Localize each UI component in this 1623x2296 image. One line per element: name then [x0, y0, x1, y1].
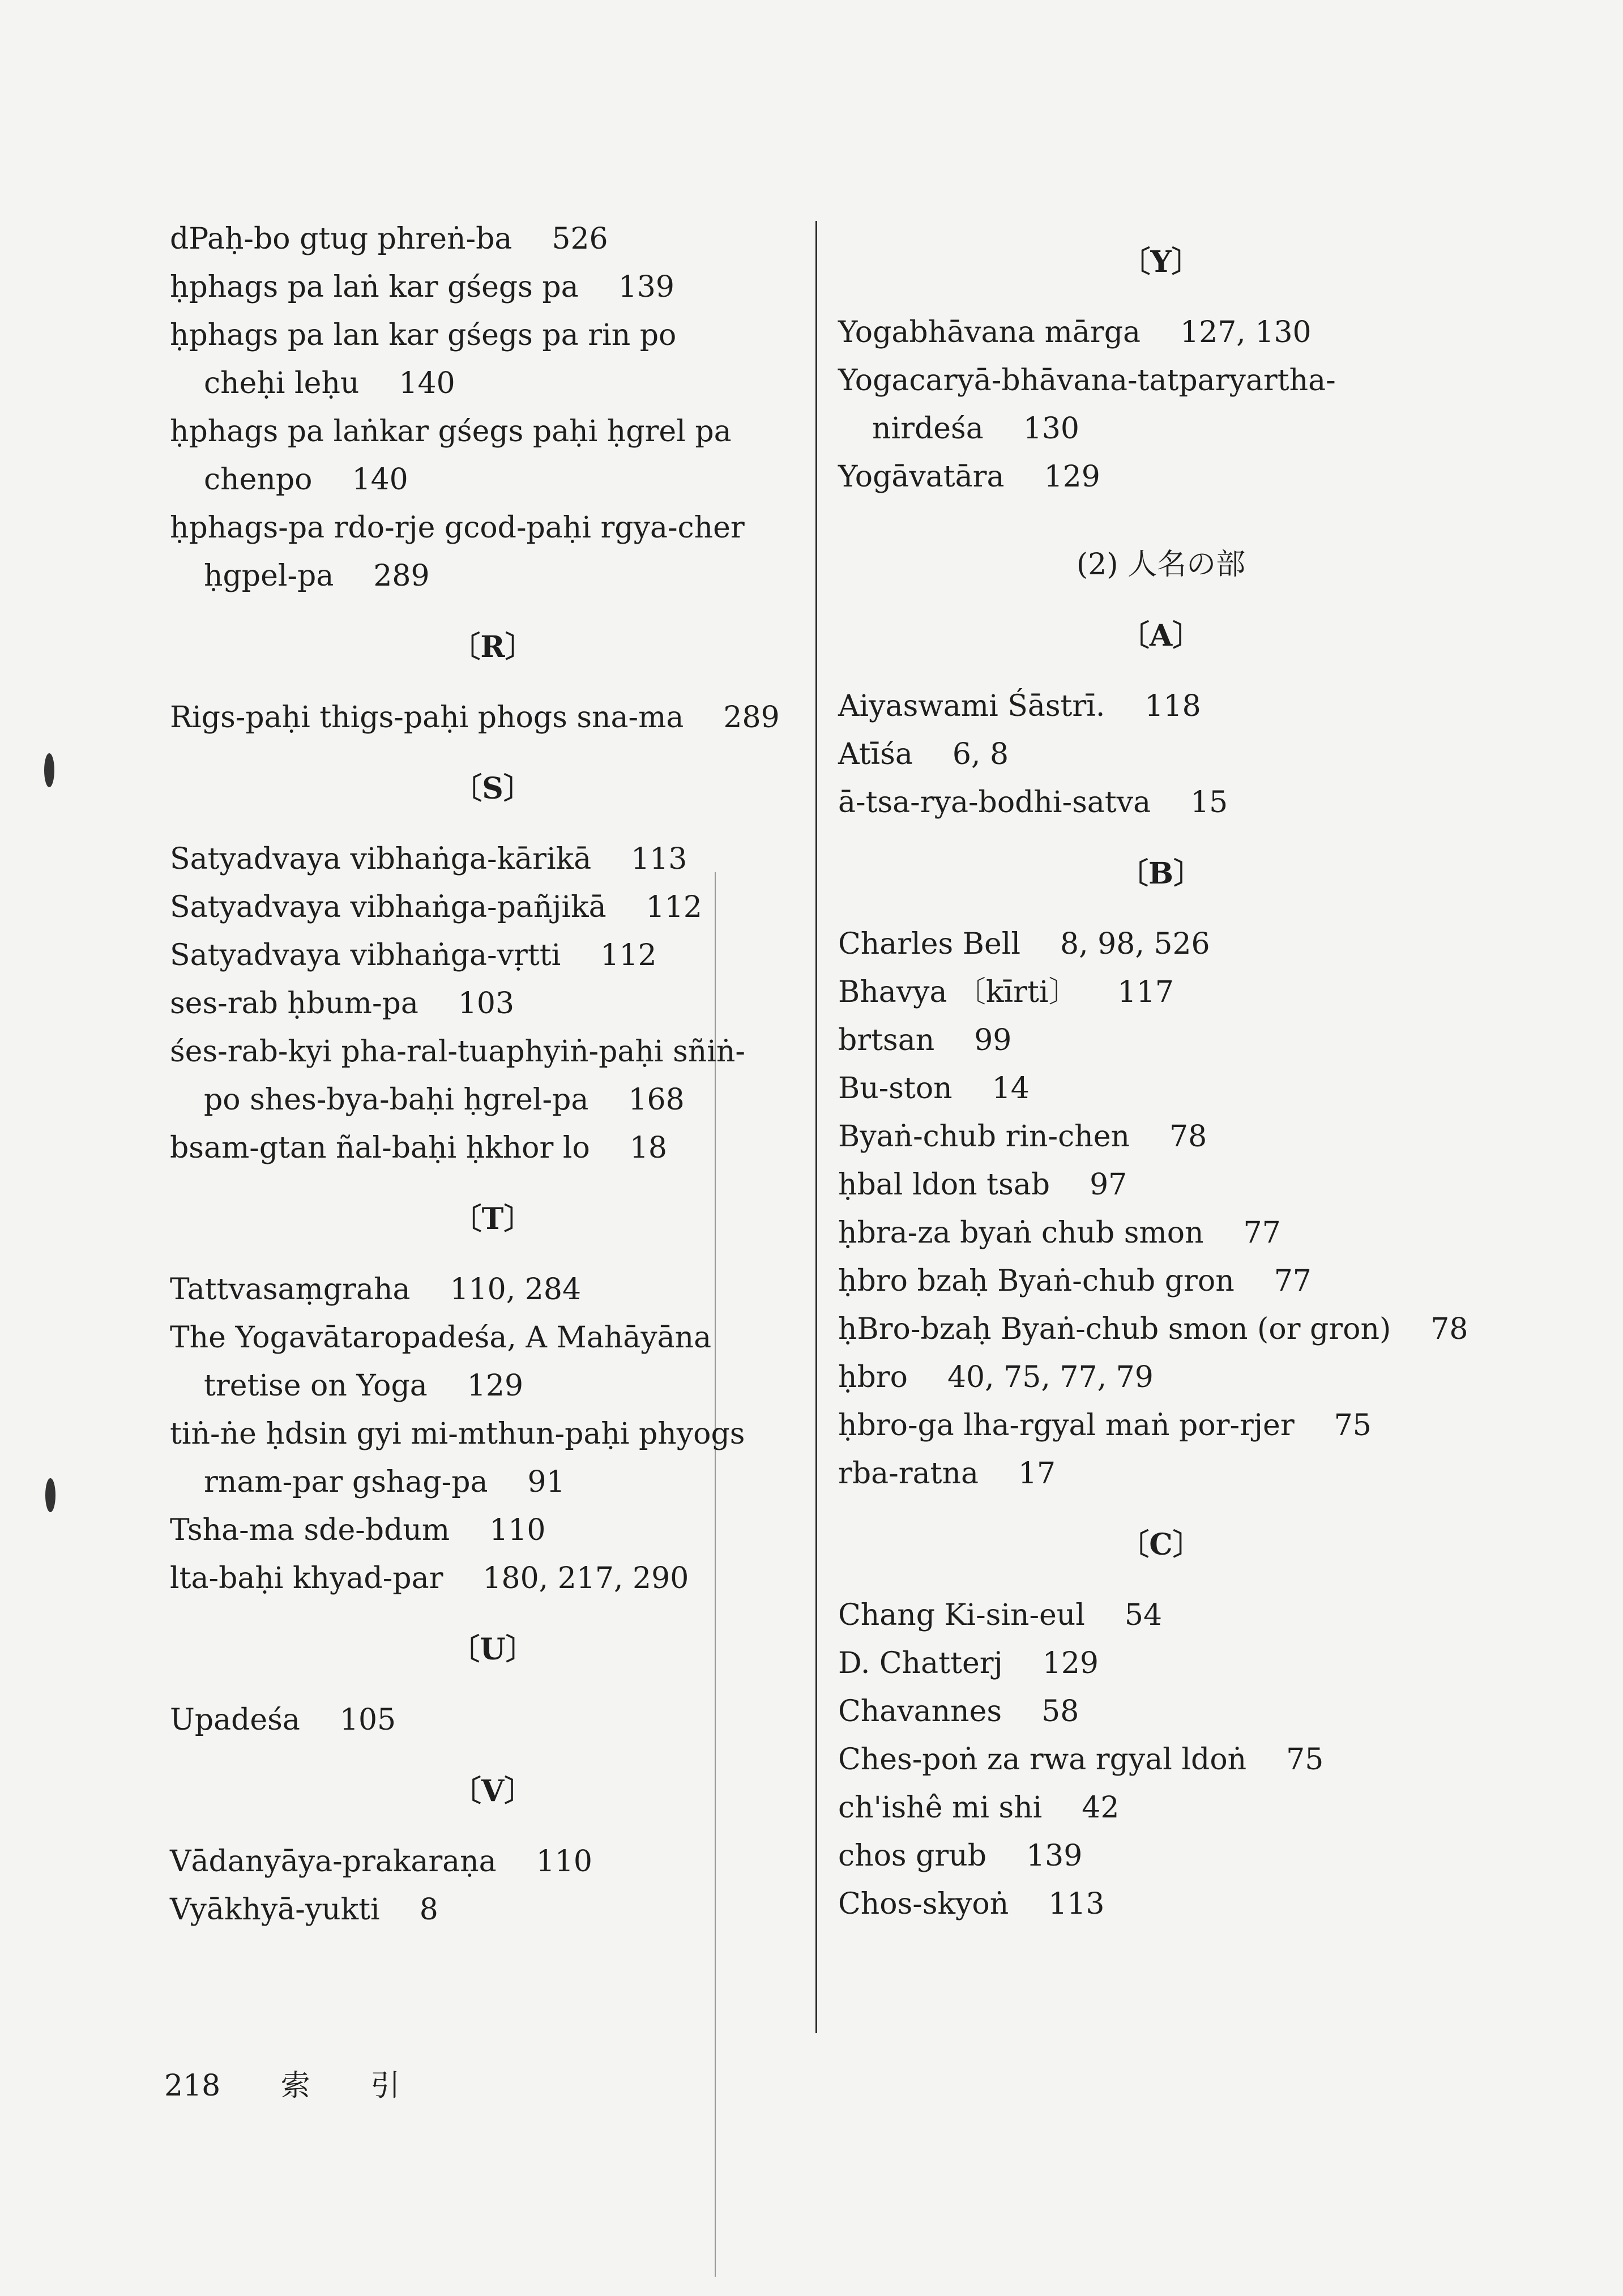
- entry-term: ḥbro-ga lha-rgyal maṅ por-rjer: [838, 1409, 1295, 1443]
- entry-page: 140: [352, 463, 408, 497]
- index-entry: [170, 408, 815, 504]
- entry-term: Yogabhāvana mārga: [838, 315, 1141, 349]
- entry-term: Tattvasaṃgraha: [170, 1273, 411, 1307]
- entry-term: lta-baḥi khyad-par: [170, 1561, 443, 1595]
- entry-page: 99: [974, 1023, 1012, 1057]
- index-entry: [838, 1113, 1484, 1161]
- entry-term: ḥphags-pa rdo-rje gcod-paḥi rgya-cher: [170, 511, 745, 545]
- entry-term: tiṅ-ṅe ḥdsin gyi mi-mthun-paḥi phyogs: [170, 1417, 745, 1451]
- right-column: [838, 215, 1484, 1928]
- entry-page: 42: [1082, 1791, 1120, 1825]
- entry-term: Upadeśa: [170, 1703, 300, 1737]
- index-entry: [170, 1410, 815, 1507]
- entry-page: 8, 98, 526: [1060, 927, 1210, 961]
- entry-continuation-text: chenpo: [204, 463, 313, 497]
- entry-term: Charles Bell: [838, 927, 1021, 961]
- entry-term: The Yogavātaropadeśa, A Mahāyāna: [170, 1321, 712, 1355]
- entry-page: 75: [1334, 1409, 1372, 1443]
- index-entry: [170, 1507, 815, 1555]
- entry-term: Rigs-paḥi thigs-paḥi phogs sna-ma: [170, 701, 684, 735]
- entry-term: Yogāvatāra: [838, 460, 1005, 494]
- entry-continuation: [170, 1076, 815, 1124]
- footer-label-index-2: 引: [370, 2069, 400, 2103]
- entry-term: chos grub: [838, 1839, 987, 1873]
- section-heading: 〔B〕: [1119, 856, 1203, 891]
- entry-term: bsam-gtan ñal-baḥi ḥkhor lo: [170, 1131, 590, 1165]
- entry-page: 77: [1274, 1264, 1312, 1298]
- entry-term: ḥbro: [838, 1360, 908, 1394]
- entry-continuation-text: tretise on Yoga: [204, 1369, 428, 1403]
- index-entry: [170, 980, 815, 1028]
- entry-term: Tsha-ma sde-bdum: [170, 1513, 450, 1547]
- section-heading: 〔A〕: [1120, 618, 1202, 653]
- index-entry: [838, 1591, 1484, 1640]
- entry-term: ḥbra-za byaṅ chub smon: [838, 1216, 1204, 1250]
- entry-page: 97: [1090, 1168, 1127, 1202]
- section-heading: 〔R〕: [451, 630, 535, 664]
- entry-term: Byaṅ-chub rin-chen: [838, 1120, 1130, 1154]
- entry-page: 91: [527, 1465, 565, 1499]
- entry-page: 78: [1430, 1312, 1468, 1346]
- entry-continuation: [170, 1458, 815, 1507]
- entry-page: 110: [536, 1845, 592, 1879]
- entry-page: 110, 284: [450, 1273, 582, 1307]
- entry-continuation: [170, 552, 815, 600]
- index-entry: [170, 1266, 815, 1314]
- index-entry: [838, 1784, 1484, 1832]
- entry-continuation: [838, 405, 1484, 453]
- section-heading: 〔V〕: [451, 1774, 534, 1808]
- entry-term: Chos-skyoṅ: [838, 1887, 1009, 1921]
- entry-term: ses-rab ḥbum-pa: [170, 987, 418, 1021]
- entry-page: 113: [631, 842, 687, 876]
- index-entry: [838, 1450, 1484, 1498]
- index-entry: [838, 1305, 1484, 1354]
- entry-page: 18: [629, 1131, 667, 1165]
- index-entry: [170, 835, 815, 884]
- column-divider: [815, 221, 817, 2033]
- index-entry: [170, 694, 815, 742]
- entry-term: ḥbal ldon tsab: [838, 1168, 1050, 1202]
- index-entry: [170, 1838, 815, 1886]
- index-entry: [170, 932, 815, 980]
- entry-continuation-text: ḥgpel-pa: [204, 559, 334, 593]
- index-entry: [170, 884, 815, 932]
- entry-page: 8: [419, 1893, 438, 1927]
- entry-continuation-text: cheḥi leḥu: [204, 366, 360, 400]
- entry-page: 78: [1169, 1120, 1207, 1154]
- index-entry: [838, 731, 1484, 779]
- entry-page: 110: [489, 1513, 546, 1547]
- index-entry: [838, 1209, 1484, 1257]
- entry-term: rba-ratna: [838, 1457, 979, 1491]
- page-footer: [164, 2062, 451, 2104]
- entry-continuation: [170, 1362, 815, 1410]
- entry-continuation-text: nirdeśa: [872, 412, 984, 446]
- entry-page: 15: [1190, 786, 1228, 820]
- entry-term: Ches-poṅ za rwa rgyal ldoṅ: [838, 1743, 1247, 1777]
- section-heading: 〔T〕: [452, 1202, 533, 1236]
- page-number: 218: [164, 2069, 221, 2103]
- index-entry: [838, 1880, 1484, 1928]
- entry-term: Satyadvaya vibhaṅga-vṛtti: [170, 938, 561, 972]
- index-entry: [838, 968, 1484, 1017]
- entry-page: 54: [1124, 1598, 1163, 1632]
- entry-term: ch'ishê mi shi: [838, 1791, 1043, 1825]
- entry-page: 118: [1144, 689, 1201, 723]
- index-entry: [170, 1028, 815, 1124]
- entry-term: ā-tsa-rya-bodhi-satva: [838, 786, 1151, 820]
- entry-page: 289: [373, 559, 430, 593]
- index-entry: [170, 311, 815, 408]
- entry-term: Yogacaryā-bhāvana-tatparyartha-: [838, 364, 1336, 398]
- section-heading: 〔S〕: [452, 771, 533, 806]
- entry-page: 14: [992, 1072, 1030, 1106]
- entry-term: Bu-ston: [838, 1072, 953, 1106]
- entry-term: Chavannes: [838, 1695, 1002, 1729]
- entry-continuation: [170, 360, 815, 408]
- entry-page: 129: [1042, 1646, 1099, 1680]
- entry-page: 105: [339, 1703, 396, 1737]
- index-entry: [838, 309, 1484, 357]
- index-entry: [170, 1555, 815, 1603]
- entry-page: 117: [1117, 975, 1174, 1009]
- entry-page: 129: [1044, 460, 1100, 494]
- entry-page: 58: [1041, 1695, 1079, 1729]
- entry-continuation: [170, 456, 815, 504]
- index-entry: [838, 1832, 1484, 1880]
- entry-term: D. Chatterj: [838, 1646, 1003, 1680]
- entry-page: 130: [1023, 412, 1079, 446]
- entry-term: Satyadvaya vibhaṅga-pañjikā: [170, 890, 607, 924]
- footer-label-index-1: 索: [280, 2069, 310, 2103]
- index-entry: [838, 453, 1484, 501]
- entry-page: 40, 75, 77, 79: [947, 1360, 1154, 1394]
- left-column: [170, 215, 815, 1934]
- index-entry: [838, 682, 1484, 731]
- entry-page: 75: [1286, 1743, 1324, 1777]
- entry-page: 140: [399, 366, 455, 400]
- entry-term: ḥphags pa laṅ kar gśegs pa: [170, 270, 579, 304]
- index-entry: [838, 1257, 1484, 1305]
- index-entry: [170, 1696, 815, 1744]
- index-entry: [838, 779, 1484, 827]
- entry-page: 129: [467, 1369, 524, 1403]
- index-entry: [838, 1017, 1484, 1065]
- entry-page: 77: [1243, 1216, 1281, 1250]
- entry-term: śes-rab-kyi pha-ral-tuaphyiṅ-paḥi sñiṅ-: [170, 1035, 745, 1069]
- entry-term: ḥphags pa laṅkar gśegs paḥi ḥgrel pa: [170, 415, 732, 449]
- index-entry: [838, 1354, 1484, 1402]
- index-entry: [838, 1402, 1484, 1450]
- index-entry: [838, 357, 1484, 453]
- index-entry: [838, 1640, 1484, 1688]
- section-heading: 〔U〕: [450, 1632, 535, 1667]
- section-heading: 〔C〕: [1120, 1527, 1202, 1562]
- entry-page: 180, 217, 290: [482, 1561, 689, 1595]
- binding-hole-mark: [45, 1478, 55, 1512]
- index-entry: [838, 1736, 1484, 1784]
- part-heading: (2) 人名の部: [1076, 548, 1246, 582]
- entry-term: ḥbro bzaḥ Byaṅ-chub gron: [838, 1264, 1235, 1298]
- entry-page: 127, 130: [1180, 315, 1312, 349]
- entry-term: Aiyaswami Śāstrī.: [838, 689, 1105, 723]
- entry-page: 112: [646, 890, 702, 924]
- entry-page: 112: [600, 938, 657, 972]
- index-entry: [838, 1161, 1484, 1209]
- index-entry: [170, 1886, 815, 1934]
- index-entry: [170, 263, 815, 311]
- entry-term: dPaḥ-bo gtug phreṅ-ba: [170, 222, 512, 256]
- entry-term: ḥBro-bzaḥ Byaṅ-chub smon (or gron): [838, 1312, 1391, 1346]
- entry-term: Bhavya 〔kīrti〕: [838, 975, 1078, 1009]
- entry-continuation-text: po shes-bya-baḥi ḥgrel-pa: [204, 1083, 589, 1117]
- index-entry: [838, 920, 1484, 968]
- entry-page: 113: [1048, 1887, 1105, 1921]
- index-entry: [838, 1065, 1484, 1113]
- entry-term: Vādanyāya-prakaraṇa: [170, 1845, 497, 1879]
- entry-page: 289: [723, 701, 780, 735]
- entry-page: 139: [1026, 1839, 1083, 1873]
- index-entry: [170, 1124, 815, 1172]
- entry-page: 6, 8: [952, 737, 1009, 771]
- entry-continuation-text: rnam-par gshag-pa: [204, 1465, 488, 1499]
- entry-page: 526: [552, 222, 608, 256]
- entry-page: 139: [618, 270, 674, 304]
- entry-term: Atīśa: [838, 737, 913, 771]
- entry-page: 17: [1018, 1457, 1056, 1491]
- entry-page: 168: [628, 1083, 685, 1117]
- index-entry: [170, 215, 815, 263]
- binding-hole-mark: [44, 753, 54, 787]
- entry-term: Satyadvaya vibhaṅga-kārikā: [170, 842, 592, 876]
- entry-term: brtsan: [838, 1023, 935, 1057]
- entry-term: Chang Ki-sin-eul: [838, 1598, 1085, 1632]
- section-heading: 〔Y〕: [1121, 245, 1201, 279]
- entry-term: Vyākhyā-yukti: [170, 1893, 380, 1927]
- entry-page: 103: [458, 987, 515, 1021]
- index-entry: [170, 1314, 815, 1410]
- entry-term: ḥphags pa lan kar gśegs pa rin po: [170, 318, 677, 352]
- index-entry: [838, 1688, 1484, 1736]
- index-entry: [170, 504, 815, 600]
